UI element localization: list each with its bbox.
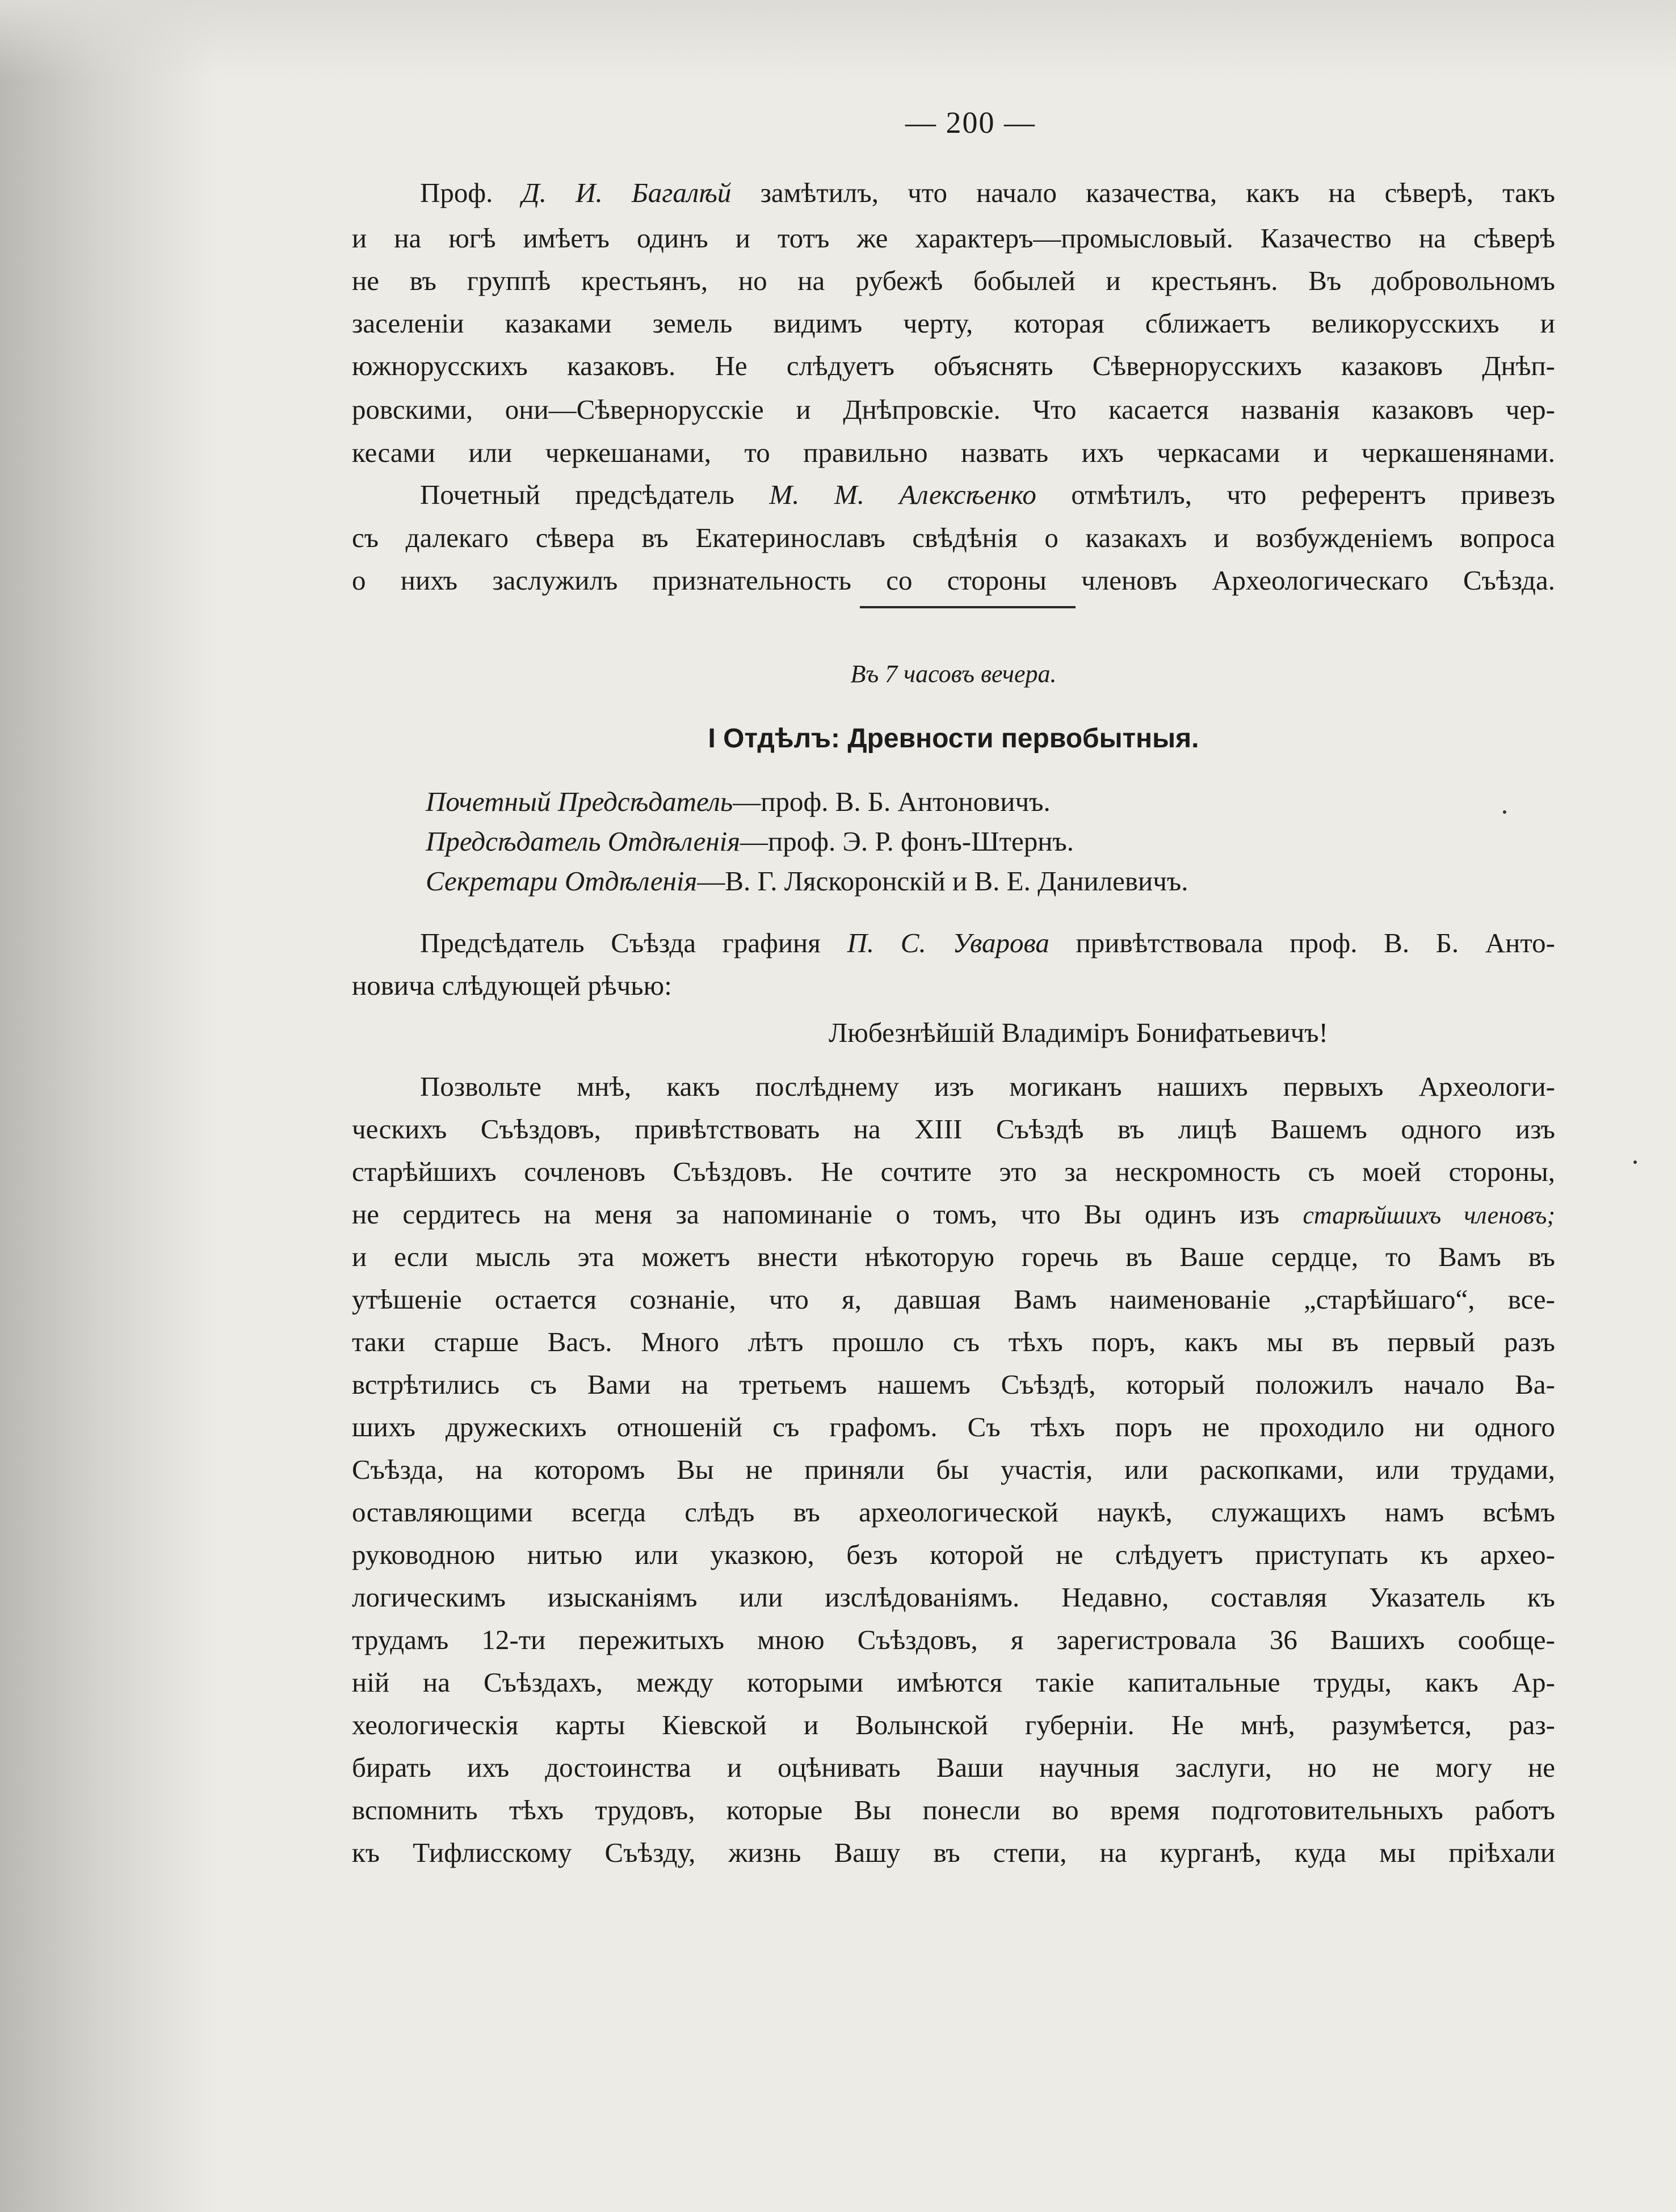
text-run: не сердитесь на меня за напоминаніе о томъ, что Вы одинъ изъ — [352, 1198, 1303, 1230]
person-name: М. М. Алексѣенко — [769, 479, 1036, 510]
speech-intro-line-1 — [420, 920, 1555, 966]
session-time — [352, 651, 1555, 697]
speech-line-15: ній на Съѣздахъ, между которыми имѣются такіе капитальные труды, какъ Ар- — [352, 1667, 1555, 1698]
text-run: Проф. — [420, 177, 522, 208]
discussion-line-9: съ далекаго сѣвера въ Екатеринославъ свѣдѣнія о казакахъ и возбужденіемъ вопроса — [352, 522, 1555, 553]
discussion-line-7: кесами или черкешанами, то правильно назвать ихъ черкасами и черкашенянами. — [352, 437, 1555, 468]
page-number: — 200 — — [905, 106, 1036, 140]
speech-line-12: руководною нитью или указкою, безъ которой не слѣдуетъ приступать къ архео- — [352, 1539, 1555, 1570]
officer-line-2 — [426, 819, 1629, 864]
text-run: Предсѣдатель Съѣзда графиня — [420, 927, 847, 958]
speech-intro-line-2: новича слѣдующей рѣчью: — [352, 970, 672, 1001]
ink-speck — [1503, 810, 1506, 814]
discussion-line-4: заселеніи казаками земель видимъ черту, которая сближаетъ великорусскихъ и — [352, 308, 1555, 339]
discussion-line-5: южнорусскихъ казаковъ. Не слѣдуетъ объяснять Сѣвернорусскихъ казаковъ Днѣп- — [352, 350, 1555, 381]
speech-line-5: и если мысль эта можетъ внести нѣкоторую горечь въ Ваше сердце, то Вамъ въ — [352, 1241, 1555, 1272]
section-title: I Отдѣлъ: Древности первобытныя. — [708, 724, 1199, 754]
text-run: отмѣтилъ, что референтъ привезъ — [1036, 479, 1555, 510]
officer-line-3 — [426, 859, 1629, 904]
discussion-line-3: не въ группѣ крестьянъ, но на рубежѣ бобылей и крестьянъ. Въ добровольномъ — [352, 265, 1555, 296]
officer-line-1 — [426, 779, 1629, 825]
officer-role: Секретари Отдѣленія — [426, 865, 698, 897]
speech-line-11: оставляющими всегда слѣдъ въ археологической наукѣ, служащихъ намъ всѣмъ — [352, 1496, 1555, 1528]
officer-person: —проф. Э. Р. фонъ-Штернъ. — [740, 826, 1074, 857]
ink-speck — [1633, 1160, 1637, 1164]
speech-line-2: ческихъ Съѣздовъ, привѣтствовать на XIII Съѣздѣ въ лицѣ Вашемъ одного изъ — [352, 1113, 1555, 1145]
speech-line-19: къ Тифлисскому Съѣзду, жизнь Вашу въ степи, на курганѣ, куда мы пріѣхали — [352, 1837, 1555, 1868]
discussion-line-10: о нихъ заслужилъ признательность со стороны членовъ Археологическаго Съѣзда. — [352, 565, 1555, 596]
speech-salutation: Любезнѣйшій Владиміръ Бонифатьевичъ! — [829, 1017, 1328, 1048]
speech-line-4 — [352, 1192, 1555, 1237]
discussion-line-1 — [420, 170, 1555, 216]
text-run: Почетный предсѣдатель — [420, 479, 770, 510]
section-divider — [860, 606, 1076, 608]
speech-line-6: утѣшеніе остается сознаніе, что я, давшая Вамъ наименованіе „старѣйшаго“, все- — [352, 1284, 1555, 1315]
discussion-line-2: и на югѣ имѣетъ одинъ и тотъ же характеръ—промысловый. Казачество на сѣверѣ — [352, 222, 1555, 254]
speech-line-1: Позвольте мнѣ, какъ послѣднему изъ могиканъ нашихъ первыхъ Археологи- — [420, 1071, 1555, 1102]
italic-run: старѣйшихъ членовъ; — [1303, 1201, 1555, 1229]
officer-role: Предсѣдатель Отдѣленія — [426, 826, 741, 857]
speech-line-7: таки старше Васъ. Много лѣтъ прошло съ тѣхъ поръ, какъ мы въ первый разъ — [352, 1326, 1555, 1357]
speech-line-17: бирать ихъ достоинства и оцѣнивать Ваши научныя заслуги, но не могу не — [352, 1752, 1555, 1783]
page-shadow-top — [0, 0, 1676, 79]
speech-line-14: трудамъ 12-ти пережитыхъ мною Съѣздовъ, я зарегистровала 36 Вашихъ сообще- — [352, 1624, 1555, 1655]
speech-line-9: шихъ дружескихъ отношеній съ графомъ. Съ тѣхъ поръ не проходило ни одного — [352, 1411, 1555, 1443]
text-run: привѣтствовала проф. В. Б. Анто- — [1049, 927, 1555, 958]
page-shadow-left — [0, 0, 216, 2212]
session-time-text: Въ 7 часовъ вечера. — [850, 660, 1057, 688]
speech-line-13: логическимъ изысканіямъ или изслѣдованіямъ. Недавно, составляя Указатель къ — [352, 1582, 1555, 1613]
discussion-line-8 — [420, 472, 1555, 518]
speech-line-18: вспомнить тѣхъ трудовъ, которые Вы понесли во время подготовительныхъ работъ — [352, 1794, 1555, 1826]
text-run: замѣтилъ, что начало казачества, какъ на сѣверѣ, такъ — [731, 177, 1555, 208]
speech-line-8: встрѣтились съ Вами на третьемъ нашемъ Съѣздѣ, который положилъ начало Ва- — [352, 1369, 1555, 1400]
person-name: П. С. Уварова — [847, 927, 1049, 958]
speech-line-3: старѣйшихъ сочленовъ Съѣздовъ. Не сочтите это за нескромность съ моей стороны, — [352, 1156, 1555, 1187]
officer-role: Почетный Предсѣдатель — [426, 786, 733, 817]
discussion-line-6: ровскими, они—Сѣвернорусскіе и Днѣпровскіе. Что касается названія казаковъ чер- — [352, 394, 1555, 425]
speech-line-10: Съѣзда, на которомъ Вы не приняли бы участія, или раскопками, или трудами, — [352, 1454, 1555, 1485]
speech-line-16: хеологическія карты Кіевской и Волынской губерніи. Не мнѣ, разумѣется, раз- — [352, 1709, 1555, 1740]
person-name: Д. И. Багалѣй — [522, 177, 732, 208]
officer-person: —В. Г. Ляскоронскій и В. Е. Данилевичъ. — [697, 865, 1188, 897]
officer-person: —проф. В. Б. Антоновичъ. — [733, 786, 1051, 817]
